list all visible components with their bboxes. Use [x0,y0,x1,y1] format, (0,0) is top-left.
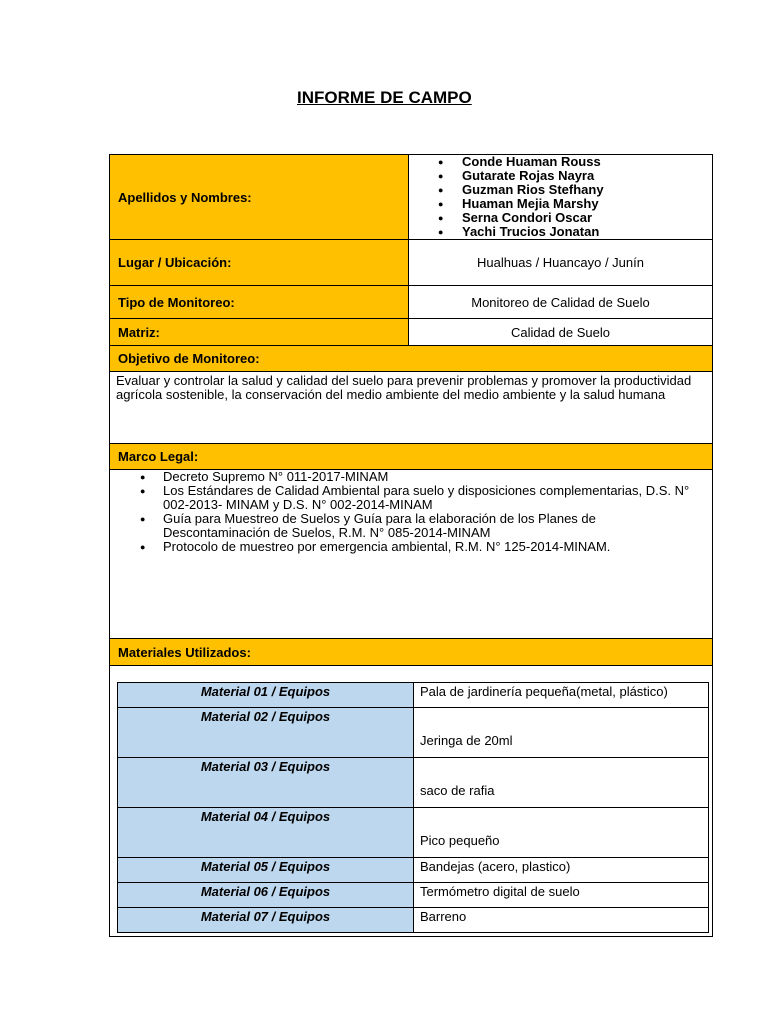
material-value: Termómetro digital de suelo [414,883,709,908]
materials-table [117,682,709,933]
legal-framework-label: Marco Legal: [109,443,713,470]
table-row [118,758,709,808]
table-row [118,908,709,933]
material-name: Material 03 / Equipos [118,758,414,808]
legal-framework-list [140,470,705,554]
legal-item: ● Decreto Supremo N° 011-2017-MINAM [140,470,705,484]
material-name: Material 07 / Equipos [118,908,414,933]
table-row [118,808,709,858]
material-value: Bandejas (acero, plastico) [414,858,709,883]
legal-item: ● Protocolo de muestreo por emergencia ambiental, R.M. N° 125-2014-MINAM. [140,540,705,554]
table-row [118,683,709,708]
matrix-value: Calidad de Suelo [408,318,713,346]
names-list [440,155,604,239]
objective-label: Objetivo de Monitoreo: [109,345,713,372]
material-name: Material 01 / Equipos [118,683,414,708]
name-item: ● Serna Condori Oscar [440,211,604,225]
monitoring-type-label: Tipo de Monitoreo: [109,285,409,319]
location-label: Lugar / Ubicación: [109,239,409,286]
material-name: Material 05 / Equipos [118,858,414,883]
monitoring-type-value: Monitoreo de Calidad de Suelo [408,285,713,319]
name-item: ● Conde Huaman Rouss [440,155,604,169]
material-value: saco de rafia [414,758,709,808]
material-name: Material 06 / Equipos [118,883,414,908]
material-value: Barreno [414,908,709,933]
document-title: INFORME DE CAMPO [297,88,472,107]
name-item: ● Huaman Mejia Marshy [440,197,604,211]
names-label: Apellidos y Nombres: [109,154,409,240]
legal-item: ● Guía para Muestreo de Suelos y Guía para la elaboración de los Planes de Descontaminación de Suelos, R.M. N° 085-2014-MINAM [140,512,705,540]
name-item: ● Guzman Rios Stefhany [440,183,604,197]
table-row [118,883,709,908]
material-value: Pala de jardinería pequeña(metal, plástico) [414,683,709,708]
objective-text: Evaluar y controlar la salud y calidad del suelo para prevenir problemas y promover la productividad agrícola sostenible, la conservación del medio ambiente del medio ambiente y la salud humana [116,373,692,402]
location-value: Hualhuas / Huancayo / Junín [408,239,713,286]
materials-label: Materiales Utilizados: [109,638,713,666]
material-name: Material 02 / Equipos [118,708,414,758]
material-value: Jeringa de 20ml [414,708,709,758]
name-item: ● Gutarate Rojas Nayra [440,169,604,183]
name-item: ● Yachi Trucios Jonatan [440,225,604,239]
table-row [118,708,709,758]
material-name: Material 04 / Equipos [118,808,414,858]
legal-item: ● Los Estándares de Calidad Ambiental para suelo y disposiciones complementarias, D.S. N° 002-2013- MINAM y D.S. N° 002-2014-MINAM [140,484,705,512]
table-row [118,858,709,883]
material-value: Pico pequeño [414,808,709,858]
matrix-label: Matriz: [109,318,409,346]
